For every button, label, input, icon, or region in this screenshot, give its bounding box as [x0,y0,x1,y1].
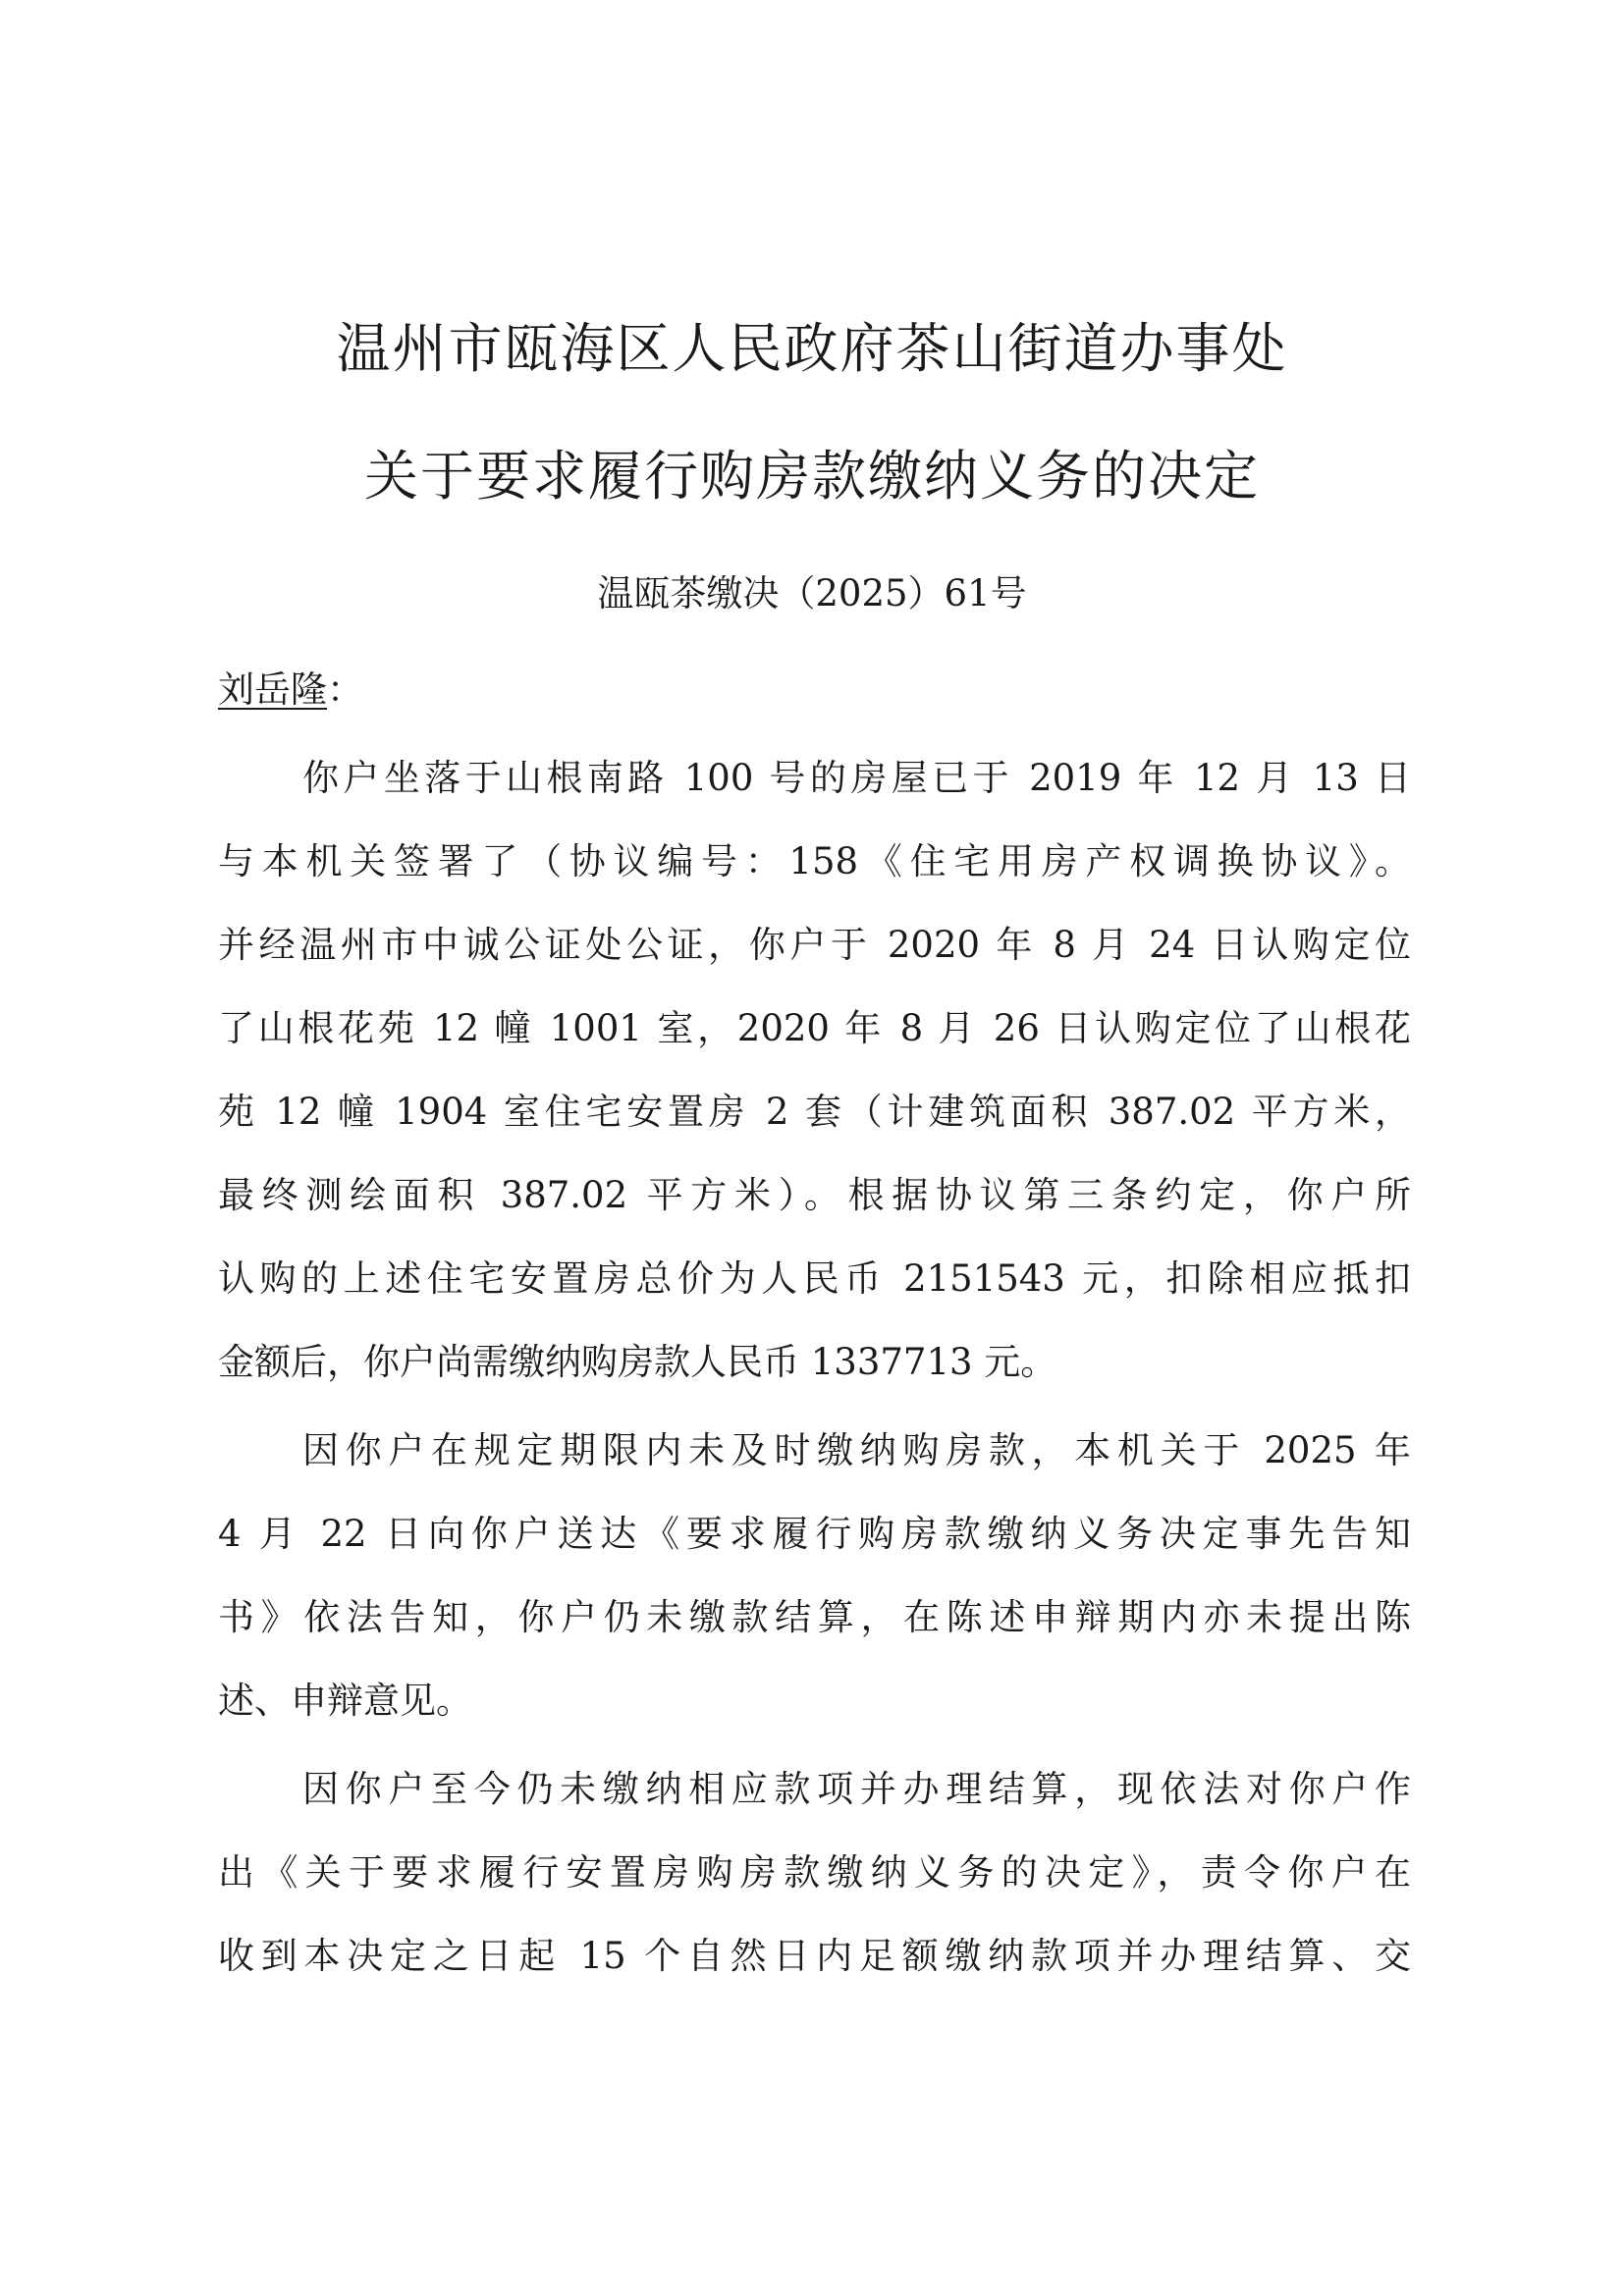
body-line: 金额后，你户尚需缴纳购房款人民币 1337713 元。 [218,1341,1057,1383]
salutation [218,666,363,715]
recipient-colon: ： [327,668,363,711]
document-title-line-1: 温州市瓯海区人民政府茶山街道办事处 [336,317,1288,380]
body-line: 述、申辩意见。 [218,1680,472,1722]
body-line: 出《关于要求履行安置房购房款缴纳义务的决定》，责令你户在 [218,1851,1411,1894]
body-line: 苑 12 幢 1904 室住宅安置房 2 套（计建筑面积 387.02 平方米， [218,1091,1411,1133]
body-line: 并经温州市中诚公证处公证，你户于 2020 年 8 月 24 日认购定位 [218,924,1411,966]
document-title-line-2: 关于要求履行购房款缴纳义务的决定 [363,445,1260,507]
body-line: 你户坐落于山根南路 100 号的房屋已于 2019 年 12 月 13 日 [302,757,1411,799]
document-number: 温瓯茶缴决（2025）61号 [597,572,1027,614]
body-line: 收到本决定之日起 15 个自然日内足额缴纳款项并办理结算、交 [218,1935,1411,1977]
body-line: 书》依法告知，你户仍未缴款结算，在陈述申辩期内亦未提出陈 [218,1596,1411,1638]
body-line: 认购的上述住宅安置房总价为人民币 2151543 元，扣除相应抵扣 [218,1257,1411,1300]
body-line: 了山根花苑 12 幢 1001 室，2020 年 8 月 26 日认购定位了山根花 [218,1007,1411,1049]
body-line: 4 月 22 日向你户送达《要求履行购房款缴纳义务决定事先告知 [218,1513,1411,1555]
body-line: 最终测绘面积 387.02 平方米）。根据协议第三条约定，你户所 [218,1174,1411,1216]
body-line: 因你户至今仍未缴纳相应款项并办理结算，现依法对你户作 [302,1768,1411,1810]
recipient-name: 刘岳隆 [218,668,327,711]
body-line: 因你户在规定期限内未及时缴纳购房款，本机关于 2025 年 [302,1429,1411,1471]
body-line: 与本机关签署了（协议编号：158《住宅用房产权调换协议》。 [218,840,1411,882]
